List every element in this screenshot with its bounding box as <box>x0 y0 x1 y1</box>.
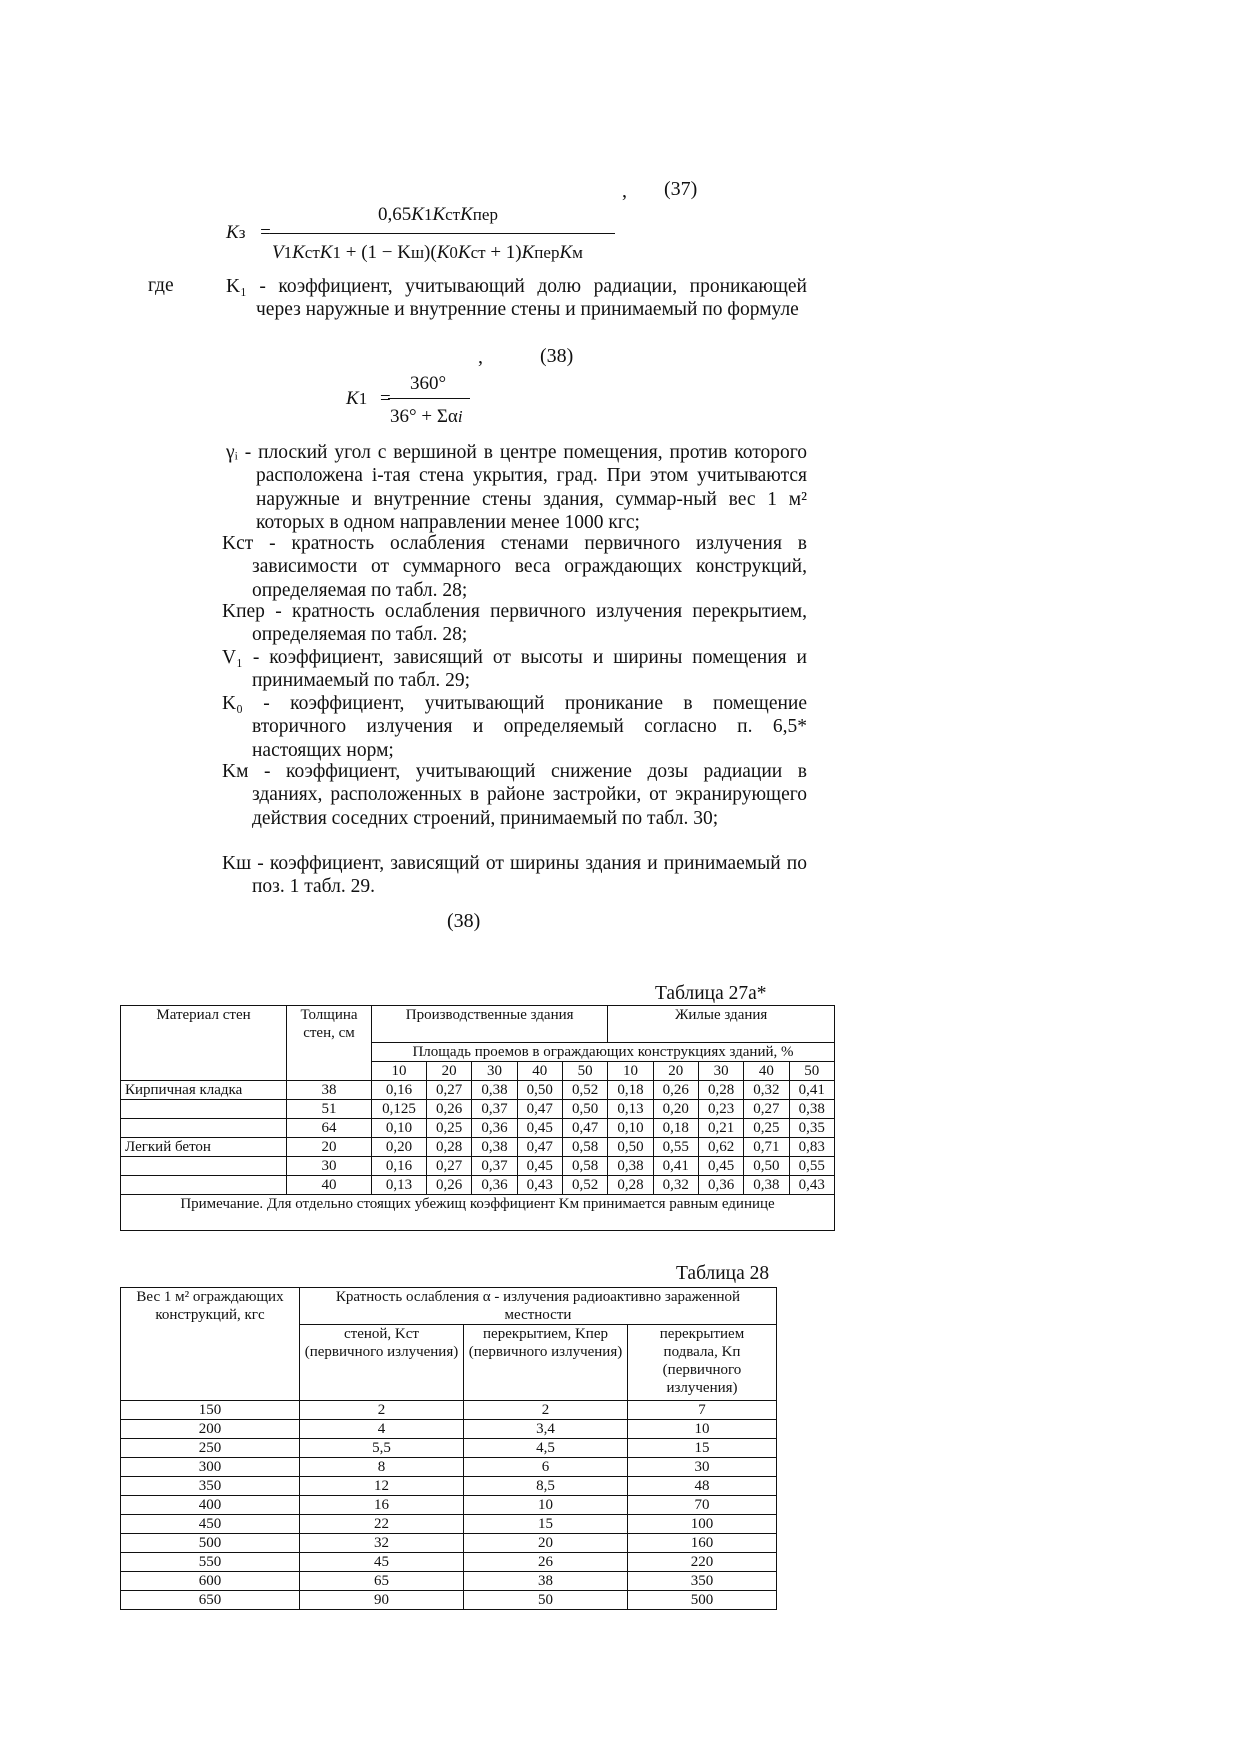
t27-value-cell: 0,36 <box>472 1119 517 1138</box>
t28-cell: 8 <box>300 1458 464 1477</box>
t28-cell: 90 <box>300 1591 464 1610</box>
t28-h-group: Кратность ослабления α - излучения радиоактивно зараженной местности <box>300 1288 777 1325</box>
t27-area-col: 40 <box>744 1062 789 1081</box>
t28-cell: 160 <box>628 1534 777 1553</box>
f37-den-10: K <box>436 242 450 263</box>
t27-area-col: 50 <box>789 1062 834 1081</box>
t27-value-cell: 0,43 <box>789 1176 834 1195</box>
t27-value-cell: 0,55 <box>653 1138 698 1157</box>
t27-value-cell: 0,10 <box>608 1119 653 1138</box>
t27-value-cell: 0,28 <box>426 1138 471 1157</box>
t28-h-weight: Вес 1 м² ограждающих конструкций, кгс <box>121 1288 300 1401</box>
t27-thickness-cell: 30 <box>287 1157 372 1176</box>
t28-cell: 4 <box>300 1420 464 1439</box>
definition-kper: Kпер - кратность ослабления первичного излучения перекрытием, определяемая по табл. 28; <box>222 601 807 646</box>
t27-value-cell: 0,50 <box>608 1138 653 1157</box>
definition-v1: V₁ - коэффициент, зависящий от высоты и ширины помещения и принимаемый по табл. 29; <box>222 647 807 692</box>
t27-material-cell <box>121 1119 287 1138</box>
t28-cell: 200 <box>121 1420 300 1439</box>
t28-cell: 2 <box>300 1401 464 1420</box>
definition-gamma: γᵢ - плоский угол с вершиной в центре помещения, против которого расположена i-тая стена укрытия, град. При этом учитываются наружные и внутренние стены здания, суммар-ный вес 1 м² которых в одном направлении менее 1000 кгс; <box>226 442 807 534</box>
t27-value-cell: 0,52 <box>562 1081 607 1100</box>
formula38-lhs <box>346 388 391 410</box>
t28-cell: 450 <box>121 1515 300 1534</box>
t27-note: Примечание. Для отдельно стоящих убежищ коэффициент Kм принимается равным единице <box>121 1195 835 1231</box>
t27-value-cell: 0,36 <box>472 1176 517 1195</box>
t27-value-cell: 0,38 <box>608 1157 653 1176</box>
t27-h-thickness: Толщина стен, см <box>287 1006 372 1081</box>
t27-h-material: Материал стен <box>121 1006 287 1081</box>
t28-cell: 220 <box>628 1553 777 1572</box>
t27-material-cell: Легкий бетон <box>121 1138 287 1157</box>
t27-value-cell: 0,45 <box>517 1119 562 1138</box>
t28-cell: 65 <box>300 1572 464 1591</box>
t27-value-cell: 0,26 <box>426 1176 471 1195</box>
t27-value-cell: 0,16 <box>372 1081 427 1100</box>
t27-value-cell: 0,38 <box>744 1176 789 1195</box>
formula-number-repeat: (38) <box>447 910 481 932</box>
f37-den-9: )( <box>424 242 437 263</box>
formula38-numerator: 360° <box>410 373 447 394</box>
t27-thickness-cell: 51 <box>287 1100 372 1119</box>
t27-value-cell: 0,45 <box>698 1157 743 1176</box>
t27-value-cell: 0,50 <box>517 1081 562 1100</box>
table-row <box>121 1100 835 1119</box>
t28-cell: 250 <box>121 1439 300 1458</box>
f37-num-4: ст <box>445 205 461 224</box>
f37-den-13: ст <box>470 243 486 262</box>
t28-cell: 15 <box>628 1439 777 1458</box>
t27-thickness-cell: 38 <box>287 1081 372 1100</box>
t28-cell: 10 <box>628 1420 777 1439</box>
t27-value-cell: 0,18 <box>653 1119 698 1138</box>
table-row <box>121 1439 777 1458</box>
t28-cell: 38 <box>464 1572 628 1591</box>
f37-den-14: + 1) <box>490 242 522 263</box>
f37-num-2: 1 <box>423 205 433 224</box>
t28-cell: 15 <box>464 1515 628 1534</box>
t27-value-cell: 0,37 <box>472 1100 517 1119</box>
t27-area-col: 10 <box>608 1062 653 1081</box>
f37-den-7: (1 − K <box>361 242 411 263</box>
t27-value-cell: 0,58 <box>562 1157 607 1176</box>
t28-cell: 22 <box>300 1515 464 1534</box>
t28-cell: 100 <box>628 1515 777 1534</box>
formula37-fraction-line <box>270 233 615 234</box>
formula38-den-text: 36° + Σα <box>390 406 458 427</box>
t28-cell: 30 <box>628 1458 777 1477</box>
t27-area-col: 10 <box>372 1062 427 1081</box>
table-row <box>121 1496 777 1515</box>
t27-value-cell: 0,16 <box>372 1157 427 1176</box>
t27-value-cell: 0,27 <box>426 1157 471 1176</box>
f37-den-11: 0 <box>449 243 458 262</box>
t27-value-cell: 0,25 <box>744 1119 789 1138</box>
t27-value-cell: 0,36 <box>698 1176 743 1195</box>
t27-value-cell: 0,38 <box>472 1081 517 1100</box>
table-row <box>121 1591 777 1610</box>
t27-h-residential: Жилые здания <box>608 1006 835 1043</box>
t27-area-col: 40 <box>517 1062 562 1081</box>
f37-num-0: 0,65 <box>378 204 412 225</box>
f37-den-16: пер <box>534 243 560 262</box>
t27-value-cell: 0,20 <box>653 1100 698 1119</box>
formula37-lhs-k: K <box>226 222 239 243</box>
t27-h-area: Площадь проемов в ограждающих конструкциях зданий, % <box>372 1043 835 1062</box>
f37-den-0: V <box>272 242 284 263</box>
t27-value-cell: 0,55 <box>789 1157 834 1176</box>
t27-area-col: 30 <box>472 1062 517 1081</box>
f37-den-8: ш <box>410 243 425 262</box>
formula37-number: (37) <box>664 178 698 200</box>
table-row <box>121 1119 835 1138</box>
f37-den-5: 1 <box>332 243 341 262</box>
t28-cell: 32 <box>300 1534 464 1553</box>
t27-value-cell: 0,13 <box>372 1176 427 1195</box>
t27-value-cell: 0,18 <box>608 1081 653 1100</box>
t28-cell: 20 <box>464 1534 628 1553</box>
t27-area-col: 30 <box>698 1062 743 1081</box>
t27-thickness-cell: 40 <box>287 1176 372 1195</box>
t28-cell: 550 <box>121 1553 300 1572</box>
t28-cell: 4,5 <box>464 1439 628 1458</box>
t27-value-cell: 0,23 <box>698 1100 743 1119</box>
t27-value-cell: 0,71 <box>744 1138 789 1157</box>
t28-cell: 400 <box>121 1496 300 1515</box>
t27-value-cell: 0,43 <box>517 1176 562 1195</box>
t27-value-cell: 0,10 <box>372 1119 427 1138</box>
f37-den-12: K <box>457 242 471 263</box>
formula38-number: (38) <box>540 345 574 367</box>
formula38-lhs-k: K <box>346 388 359 409</box>
table-row <box>121 1157 835 1176</box>
where-word: где <box>148 275 174 296</box>
t27-h-industrial: Производственные здания <box>372 1006 608 1043</box>
t27-value-cell: 0,45 <box>517 1157 562 1176</box>
t27-value-cell: 0,47 <box>562 1119 607 1138</box>
t28-cell: 650 <box>121 1591 300 1610</box>
t27-material-cell <box>121 1157 287 1176</box>
t27-value-cell: 0,26 <box>426 1100 471 1119</box>
t28-cell: 2 <box>464 1401 628 1420</box>
t27-thickness-cell: 64 <box>287 1119 372 1138</box>
t27-area-col: 20 <box>426 1062 471 1081</box>
t28-cell: 150 <box>121 1401 300 1420</box>
t27-value-cell: 0,25 <box>426 1119 471 1138</box>
definition-ksh: Kш - коэффициент, зависящий от ширины здания и принимаемый по поз. 1 табл. 29. <box>222 853 807 898</box>
definition-k1: K₁ - коэффициент, учитывающий долю радиации, проникающей через наружные и внутренние стены и принимаемый по формуле <box>226 276 807 321</box>
t27-value-cell: 0,38 <box>472 1138 517 1157</box>
table-row <box>121 1176 835 1195</box>
formula38-denominator <box>390 406 463 428</box>
t28-cell: 3,4 <box>464 1420 628 1439</box>
formula37-lhs <box>226 222 271 244</box>
formula38-lhs-sub: 1 <box>358 389 368 408</box>
t27-value-cell: 0,50 <box>562 1100 607 1119</box>
t27-value-cell: 0,37 <box>472 1157 517 1176</box>
t27-material-cell <box>121 1176 287 1195</box>
table-row <box>121 1534 777 1553</box>
f37-den-18: м <box>572 243 583 262</box>
formula37-eq: = <box>260 222 271 243</box>
t27-value-cell: 0,62 <box>698 1138 743 1157</box>
t27-value-cell: 0,28 <box>698 1081 743 1100</box>
t27-value-cell: 0,50 <box>744 1157 789 1176</box>
t27-area-col: 20 <box>653 1062 698 1081</box>
table-row <box>121 1515 777 1534</box>
formula37-numerator <box>378 204 498 226</box>
table-row <box>121 1081 835 1100</box>
t27-value-cell: 0,27 <box>426 1081 471 1100</box>
t27-value-cell: 0,58 <box>562 1138 607 1157</box>
f37-den-1: 1 <box>283 243 293 262</box>
formula38-eq: = <box>379 388 391 409</box>
t28-cell: 16 <box>300 1496 464 1515</box>
t27-value-cell: 0,21 <box>698 1119 743 1138</box>
table-row <box>121 1553 777 1572</box>
t28-h-wall: стеной, Kст (первичного излучения) <box>300 1325 464 1401</box>
t28-cell: 8,5 <box>464 1477 628 1496</box>
t28-cell: 7 <box>628 1401 777 1420</box>
t28-h-floor: перекрытием, Kпер (первичного излучения) <box>464 1325 628 1401</box>
table-row <box>121 1138 835 1157</box>
t27-value-cell: 0,83 <box>789 1138 834 1157</box>
formula38-comma: , <box>478 346 483 368</box>
t27-material-cell <box>121 1100 287 1119</box>
table-row <box>121 1477 777 1496</box>
f37-num-1: K <box>411 204 424 225</box>
formula37-lhs-sub: з <box>238 223 246 242</box>
table-row <box>121 1572 777 1591</box>
t28-cell: 12 <box>300 1477 464 1496</box>
t28-h-basement: перекрытием подвала, Kп (первичного излучения) <box>628 1325 777 1401</box>
t27-value-cell: 0,52 <box>562 1176 607 1195</box>
formula38-den-sub: i <box>457 407 463 426</box>
f37-num-6: пер <box>472 205 498 224</box>
t28-cell: 500 <box>628 1591 777 1610</box>
definition-k0: K₀ - коэффициент, учитывающий проникание в помещение вторичного излучения и определяемый согласно п. 6,5* настоящих норм; <box>222 693 807 761</box>
formula37-comma: , <box>622 180 627 202</box>
table28-caption: Таблица 28 <box>676 1263 770 1284</box>
t28-cell: 10 <box>464 1496 628 1515</box>
t27-area-col: 50 <box>562 1062 607 1081</box>
t27-value-cell: 0,41 <box>789 1081 834 1100</box>
t27-value-cell: 0,38 <box>789 1100 834 1119</box>
f37-num-5: K <box>460 204 473 225</box>
t28-cell: 26 <box>464 1553 628 1572</box>
t28-cell: 70 <box>628 1496 777 1515</box>
table-row <box>121 1458 777 1477</box>
f37-den-17: K <box>559 242 573 263</box>
t27-value-cell: 0,47 <box>517 1100 562 1119</box>
t27-value-cell: 0,13 <box>608 1100 653 1119</box>
formula38-fraction-line <box>388 398 470 399</box>
t27-thickness-cell: 20 <box>287 1138 372 1157</box>
t27-value-cell: 0,20 <box>372 1138 427 1157</box>
t27-value-cell: 0,35 <box>789 1119 834 1138</box>
f37-den-6: + <box>345 242 357 263</box>
t27-value-cell: 0,125 <box>372 1100 427 1119</box>
t27-value-cell: 0,47 <box>517 1138 562 1157</box>
t28-cell: 48 <box>628 1477 777 1496</box>
table28 <box>120 1287 777 1610</box>
t27-value-cell: 0,27 <box>744 1100 789 1119</box>
t27-value-cell: 0,32 <box>653 1176 698 1195</box>
definition-km: Kм - коэффициент, учитывающий снижение дозы радиации в зданиях, расположенных в районе застройки, от экранирующего действия соседних строений, принимаемый по табл. 30; <box>222 761 807 829</box>
t28-cell: 300 <box>121 1458 300 1477</box>
t28-cell: 600 <box>121 1572 300 1591</box>
f37-den-3: ст <box>304 243 320 262</box>
t28-cell: 350 <box>628 1572 777 1591</box>
f37-den-2: K <box>292 242 305 263</box>
f37-den-4: K <box>319 242 333 263</box>
definition-kst: Kст - кратность ослабления стенами первичного излучения в зависимости от суммарного веса ограждающих конструкций, определяемая по табл. 28; <box>222 533 807 601</box>
table27a <box>120 1005 835 1231</box>
t27-material-cell: Кирпичная кладка <box>121 1081 287 1100</box>
t28-cell: 5,5 <box>300 1439 464 1458</box>
table-row <box>121 1401 777 1420</box>
t27-value-cell: 0,28 <box>608 1176 653 1195</box>
t28-cell: 6 <box>464 1458 628 1477</box>
f37-den-15: K <box>521 242 535 263</box>
t27-value-cell: 0,26 <box>653 1081 698 1100</box>
t28-cell: 45 <box>300 1553 464 1572</box>
f37-num-3: K <box>432 204 446 225</box>
t28-cell: 500 <box>121 1534 300 1553</box>
t28-cell: 50 <box>464 1591 628 1610</box>
table27a-caption: Таблица 27а* <box>655 983 767 1004</box>
t28-cell: 350 <box>121 1477 300 1496</box>
t27-value-cell: 0,32 <box>744 1081 789 1100</box>
t27-value-cell: 0,41 <box>653 1157 698 1176</box>
table-row <box>121 1420 777 1439</box>
formula37-denominator <box>272 242 583 264</box>
